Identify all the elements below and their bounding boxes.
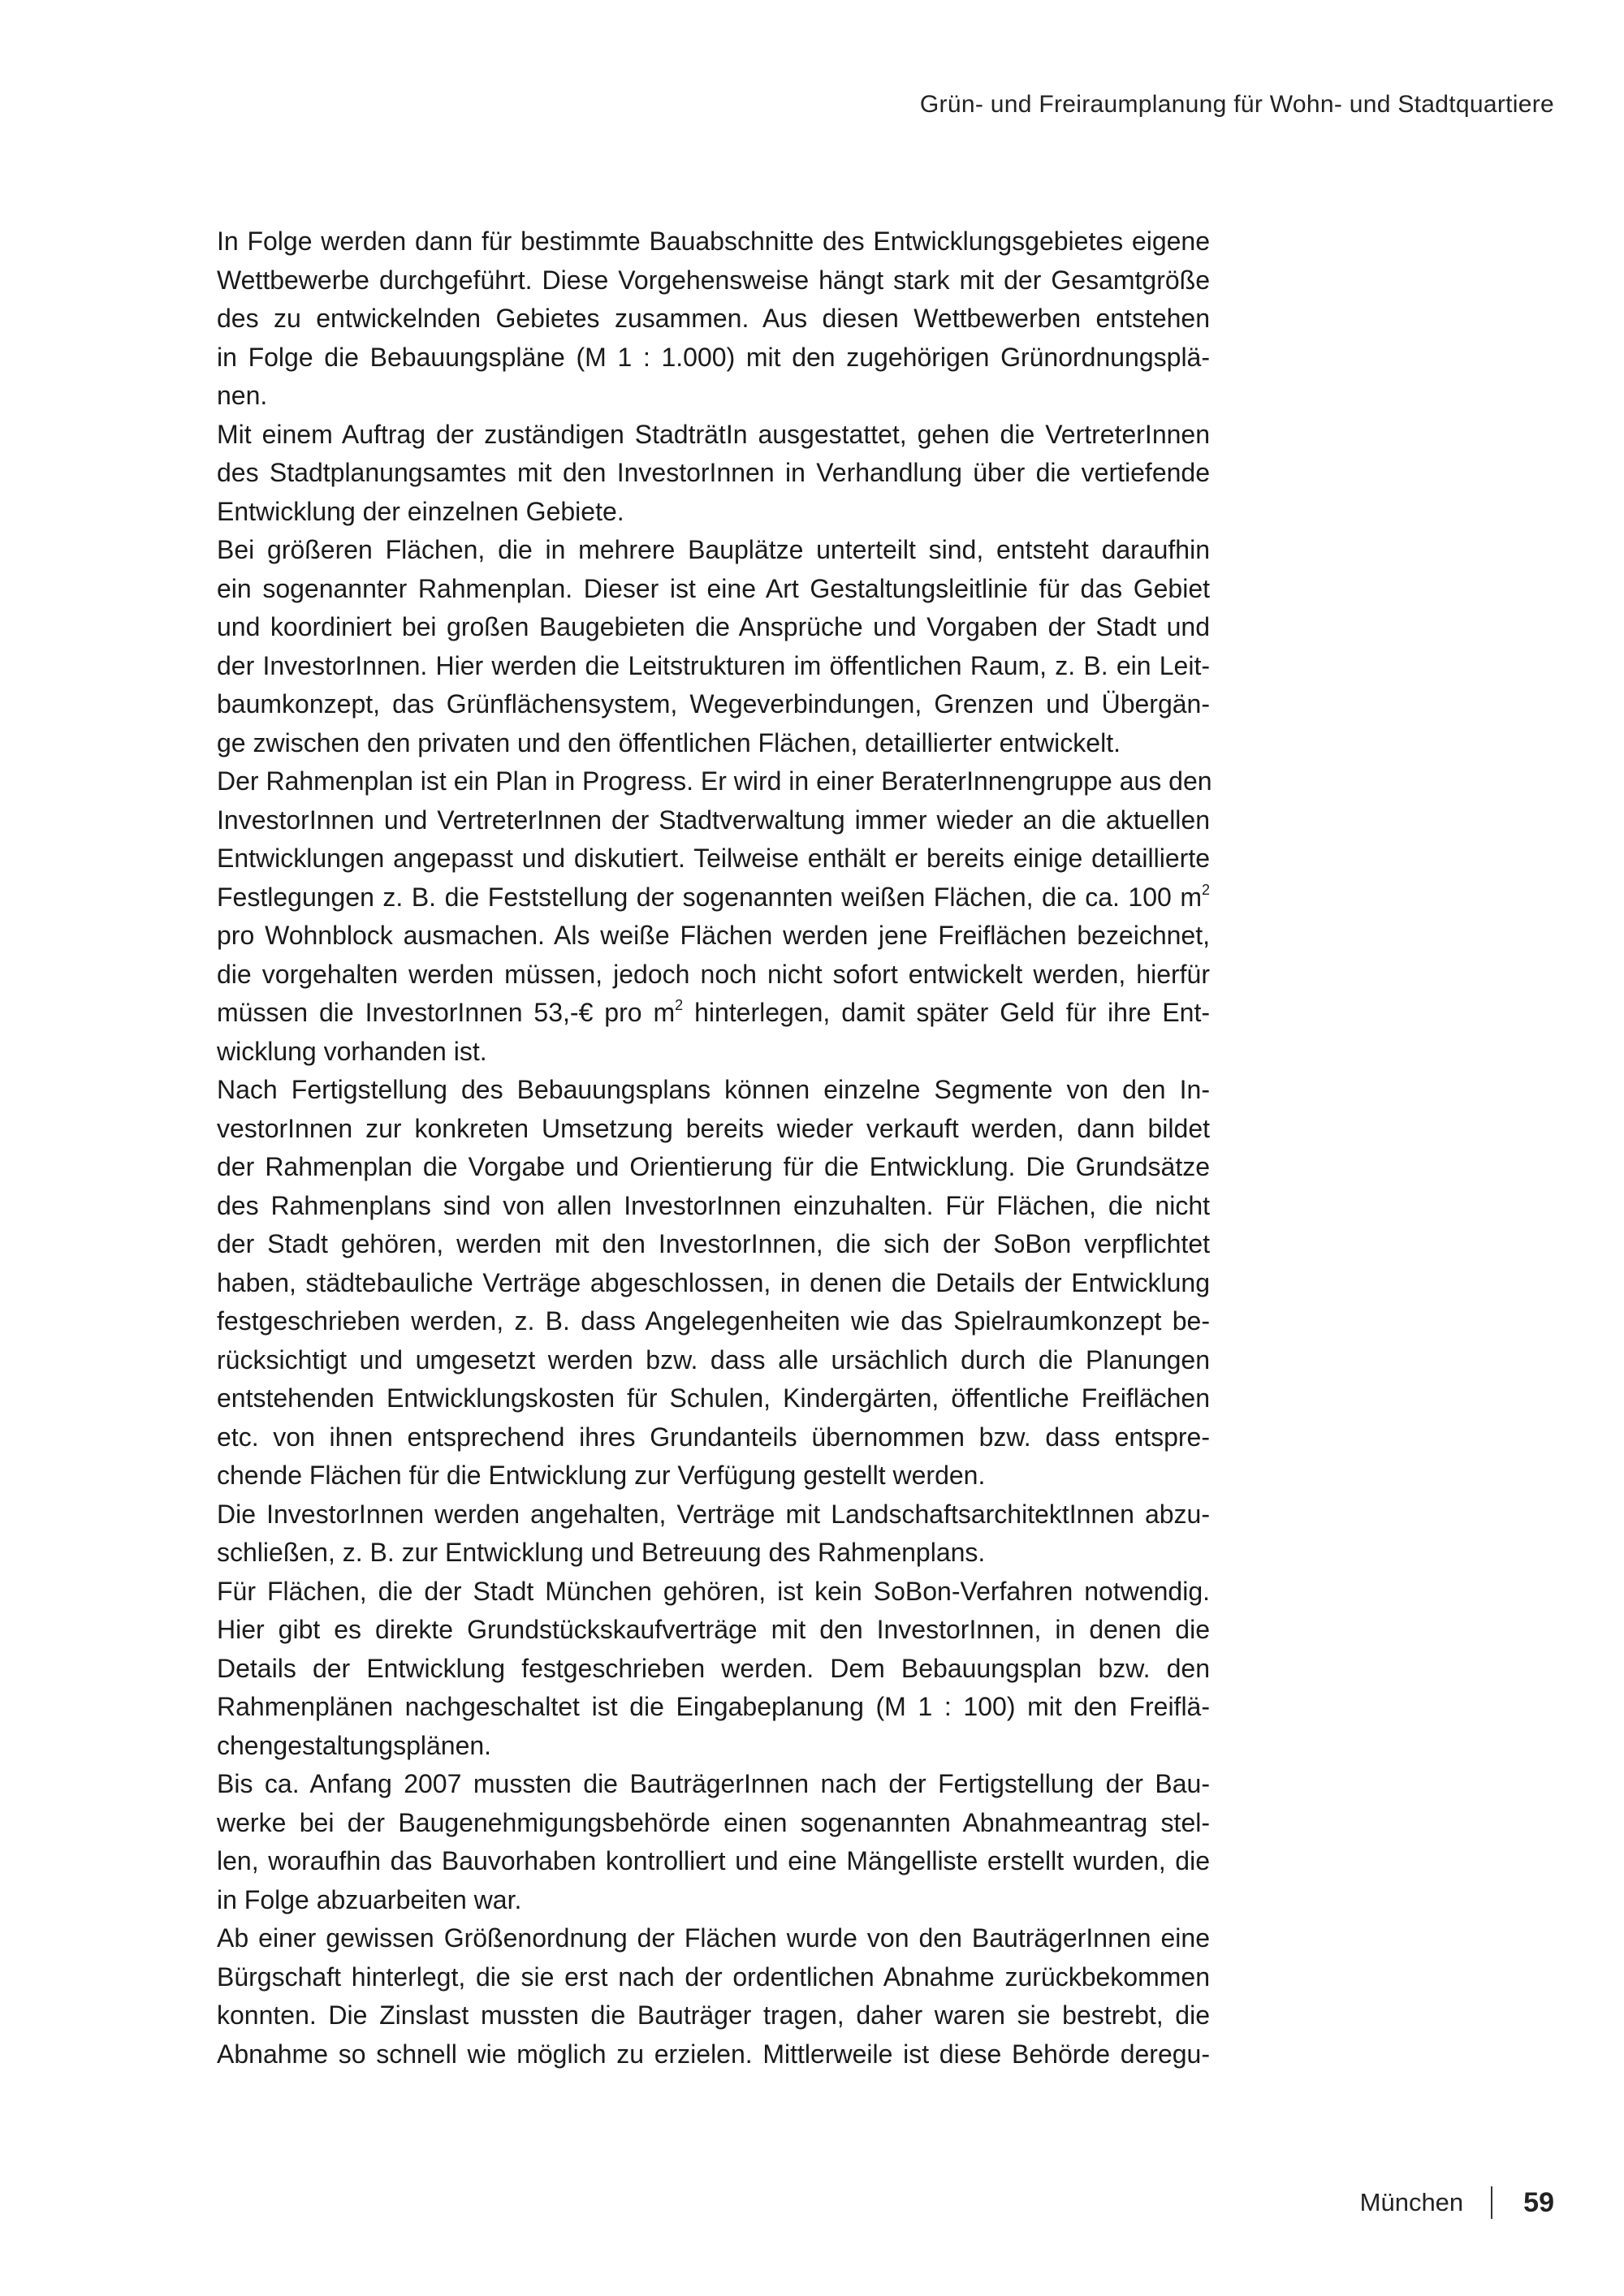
text-line: nen. bbox=[217, 381, 268, 410]
text-line: in Folge die Bebauungspläne (M 1 : 1.000) mit den zugehörigen Grünordnungsplä- bbox=[217, 342, 1210, 372]
text-line: Details der Entwicklung festgeschrieben werden. Dem Bebauungsplan bzw. den bbox=[217, 1653, 1210, 1683]
text-line: rücksichtigt und umgesetzt werden bzw. dass alle ursächlich durch die Planungen bbox=[217, 1344, 1210, 1375]
paragraph bbox=[217, 416, 1210, 532]
text-line: pro Wohnblock ausmachen. Als weiße Flächen werden jene Freiflächen bezeichnet, bbox=[217, 921, 1210, 950]
superscript-two: 2 bbox=[1201, 881, 1210, 898]
text-line: In Folge werden dann für bestimmte Bauabschnitte des Entwicklungsgebietes eigene bbox=[217, 227, 1210, 256]
text-line: baumkonzept, das Grünflächensystem, Wegeverbindungen, Grenzen und Übergän- bbox=[217, 689, 1210, 719]
footer-city: München bbox=[1359, 2188, 1464, 2216]
text-line: in Folge abzuarbeiten war. bbox=[217, 1884, 522, 1914]
text-line: Entwicklungen angepasst und diskutiert. Teilweise enthält er bereits einige detaillierte bbox=[217, 844, 1210, 873]
text-line: werke bei der Baugenehmigungsbehörde einen sogenannten Abnahmeantrag stel- bbox=[217, 1807, 1210, 1837]
text-line: Der Rahmenplan ist ein Plan in Progress. Er wird in einer BeraterInnengruppe aus den bbox=[217, 766, 1212, 796]
text-line: Für Flächen, die der Stadt München gehören, ist kein SoBon-Verfahren notwendig. bbox=[217, 1576, 1210, 1606]
footer-divider bbox=[1491, 2186, 1492, 2219]
text-line: Bei größeren Flächen, die in mehrere Bauplätze unterteilt sind, entsteht daraufhin bbox=[217, 535, 1210, 564]
text-line: und koordiniert bei großen Baugebieten die Ansprüche und Vorgaben der Stadt und bbox=[217, 612, 1210, 641]
text-line: konnten. Die Zinslast mussten die Bauträger tragen, daher waren sie bestrebt, die bbox=[217, 2000, 1210, 2030]
text-line: haben, städtebauliche Verträge abgeschlossen, in denen die Details der Entwicklung bbox=[217, 1267, 1210, 1297]
text-line: Nach Fertigstellung des Bebauungsplans können einzelne Segmente von den In- bbox=[217, 1075, 1210, 1104]
running-header-title: Grün- und Freiraumplanung für Wohn- und Stadtquartiere bbox=[919, 91, 1554, 118]
text-line: Ab einer gewissen Größenordnung der Flächen wurde von den BauträgerInnen eine bbox=[217, 1923, 1210, 1953]
paragraph bbox=[217, 762, 1210, 1071]
page-number: 59 bbox=[1523, 2186, 1554, 2218]
superscript-two: 2 bbox=[675, 997, 684, 1013]
paragraph bbox=[217, 1919, 1210, 2074]
text-line: des zu entwickelnden Gebietes zusammen. Aus diesen Wettbewerben entstehen bbox=[217, 304, 1210, 333]
text-line: der Stadt gehören, werden mit den InvestorInnen, die sich der SoBon verpflichtet bbox=[217, 1229, 1210, 1258]
text-line: ein sogenannter Rahmenplan. Dieser ist eine Art Gestaltungsleitlinie für das Gebiet bbox=[217, 573, 1210, 603]
text-line: Abnahme so schnell wie möglich zu erzielen. Mittlerweile ist diese Behörde deregu- bbox=[217, 2039, 1210, 2069]
body-text bbox=[217, 222, 1210, 2074]
text-line: vestorInnen zur konkreten Umsetzung bereits wieder verkauft werden, dann bildet bbox=[217, 1113, 1210, 1143]
paragraph bbox=[217, 1071, 1210, 1495]
text-line: len, woraufhin das Bauvorhaben kontrolliert und eine Mängelliste erstellt wurden, die bbox=[217, 1846, 1210, 1875]
text-line: entstehenden Entwicklungskosten für Schulen, Kindergärten, öffentliche Freiflächen bbox=[217, 1383, 1210, 1413]
text-line: etc. von ihnen entsprechend ihres Grundanteils übernommen bzw. dass entspre- bbox=[217, 1422, 1210, 1452]
text-line: Entwicklung der einzelnen Gebiete. bbox=[217, 496, 624, 526]
text-line: Die InvestorInnen werden angehalten, Verträge mit LandschaftsarchitektInnen abzu- bbox=[217, 1499, 1210, 1529]
text-line: Wettbewerbe durchgeführt. Diese Vorgehensweise hängt stark mit der Gesamtgröße bbox=[217, 265, 1210, 295]
paragraph bbox=[217, 531, 1210, 762]
text-line: des Stadtplanungsamtes mit den InvestorInnen in Verhandlung über die vertiefende bbox=[217, 458, 1210, 487]
text-line: Rahmenplänen nachgeschaltet ist die Eingabeplanung (M 1 : 100) mit den Freiflä- bbox=[217, 1692, 1210, 1721]
text-line: festgeschrieben werden, z. B. dass Angelegenheiten wie das Spielraumkonzept be- bbox=[217, 1306, 1210, 1336]
text-line: InvestorInnen und VertreterInnen der Stadtverwaltung immer wieder an die aktuellen bbox=[217, 805, 1210, 835]
text-line: Hier gibt es direkte Grundstückskaufverträge mit den InvestorInnen, in denen die bbox=[217, 1615, 1210, 1644]
text-line: schließen, z. B. zur Entwicklung und Betreuung des Rahmenplans. bbox=[217, 1538, 986, 1567]
text-line: die vorgehalten werden müssen, jedoch noch nicht sofort entwickelt werden, hierfür bbox=[217, 959, 1210, 989]
paragraph bbox=[217, 1765, 1210, 1919]
paragraph bbox=[217, 1573, 1210, 1766]
paragraph bbox=[217, 1495, 1210, 1573]
text-line: des Rahmenplans sind von allen InvestorInnen einzuhalten. Für Flächen, die nicht bbox=[217, 1190, 1210, 1220]
text-line: Bis ca. Anfang 2007 mussten die BauträgerInnen nach der Fertigstellung der Bau- bbox=[217, 1769, 1210, 1798]
paragraph bbox=[217, 222, 1210, 416]
text-line: der Rahmenplan die Vorgabe und Orientierung für die Entwicklung. Die Grundsätze bbox=[217, 1152, 1210, 1181]
text-line: Mit einem Auftrag der zuständigen StadträtIn ausgestattet, gehen die VertreterInnen bbox=[217, 419, 1210, 449]
text-line: der InvestorInnen. Hier werden die Leitstrukturen im öffentlichen Raum, z. B. ein Leit- bbox=[217, 650, 1210, 680]
text-line: müssen die InvestorInnen 53,-€ pro $m^2$ hinterlegen, damit später Geld für ihre Ent- bbox=[217, 997, 1211, 1027]
page-footer bbox=[1360, 2183, 1554, 2222]
text-line: Bürgschaft hinterlegt, die sie erst nach der ordentlichen Abnahme zurückbekommen bbox=[217, 1962, 1210, 1992]
text-line: wicklung vorhanden ist. bbox=[217, 1036, 487, 1066]
text-line: chengestaltungsplänen. bbox=[217, 1730, 492, 1760]
text-line: chende Flächen für die Entwicklung zur Verfügung gestellt werden. bbox=[217, 1461, 986, 1490]
text-line: Festlegungen z. B. die Feststellung der sogenannten weißen Flächen, die ca. 100 $m^2$ bbox=[217, 881, 1210, 912]
text-line: ge zwischen den privaten und den öffentlichen Flächen, detaillierter entwickelt. bbox=[217, 727, 1121, 757]
